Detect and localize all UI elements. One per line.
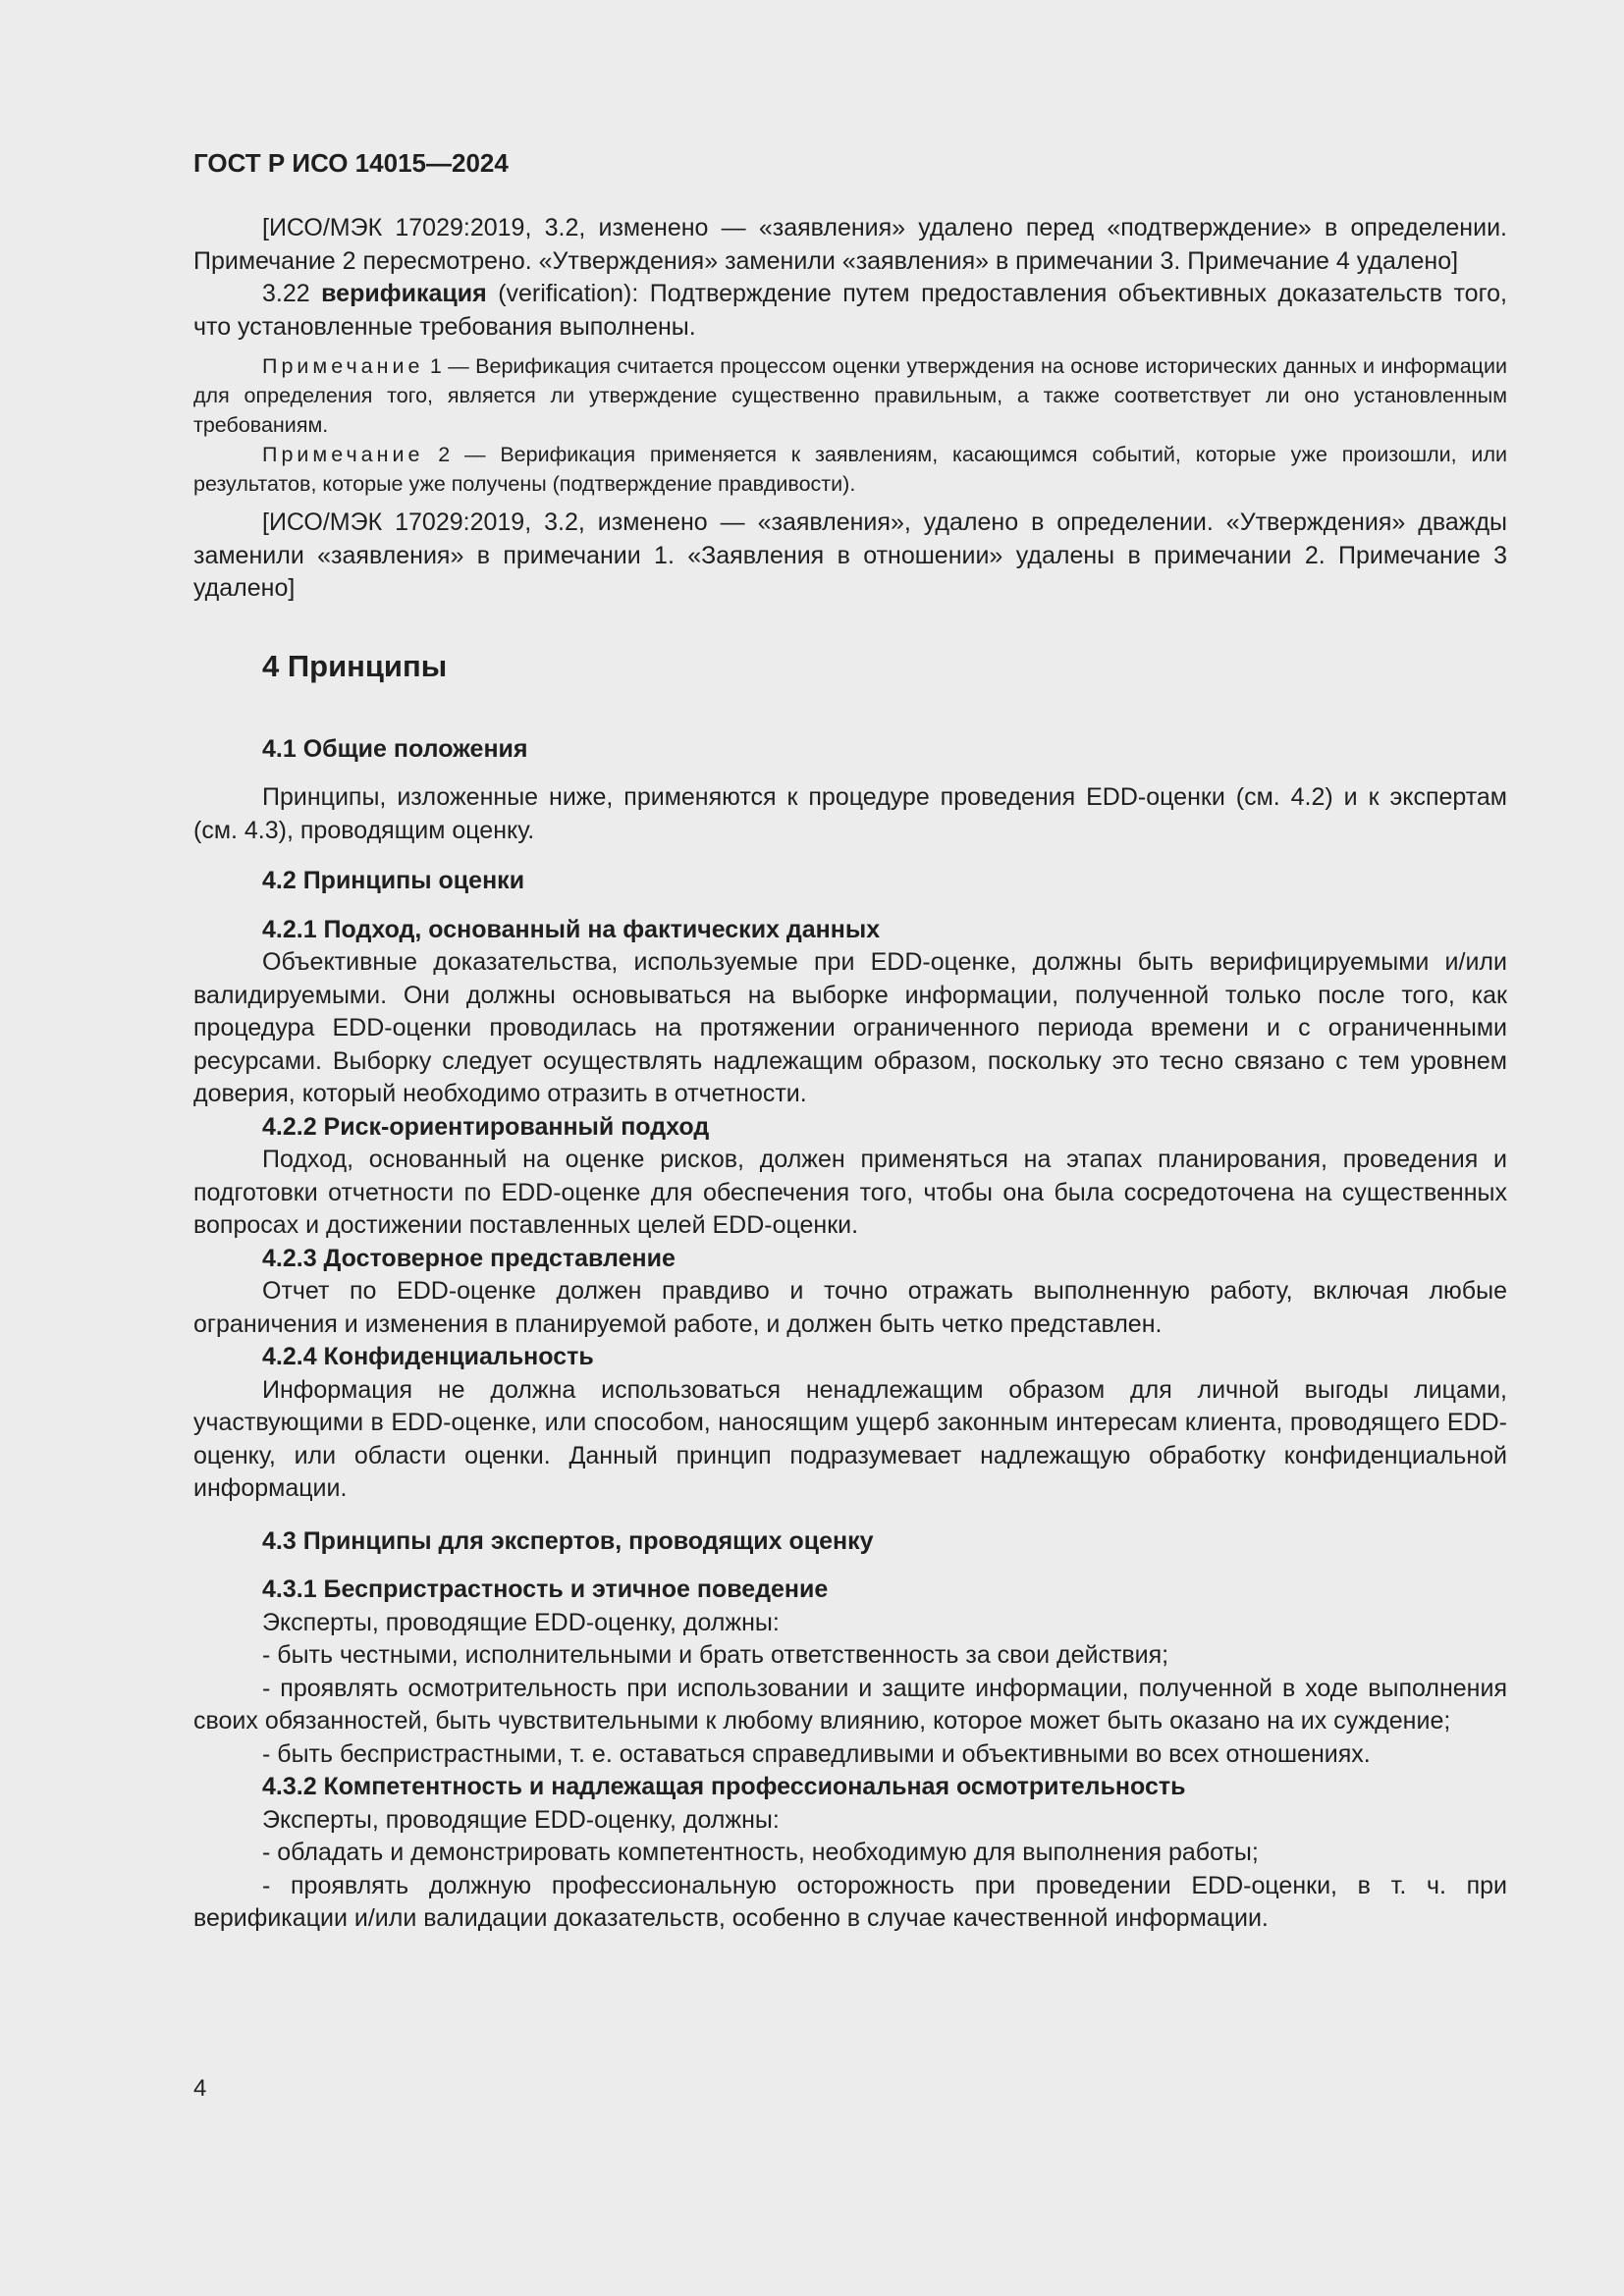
note-label: Примечание: [262, 354, 424, 378]
list-item: - обладать и демонстрировать компетентность, необходимую для выполнения работы;: [262, 1839, 1259, 1866]
page-number: 4: [193, 2075, 207, 2102]
section-title: 4 Принципы: [262, 648, 448, 683]
list-item: - проявлять осмотрительность при использовании и защите информации, полученной в ходе выполнения своих обязанностей, быть чувствительными к любому влиянию, которое может быть оказано на их суждение;: [193, 1674, 1507, 1735]
list-item: - быть честными, исполнительными и брать ответственность за свои действия;: [262, 1641, 1169, 1669]
reference-paragraph-2: [ИСО/МЭК 17029:2019, 3.2, изменено — «заявления», удалено в определении. «Утверждения» дважды заменили «заявления» в примечании 1. «Заявления в отношении» удалены в примечании 2. Примечание 3 удалено]: [193, 508, 1507, 602]
list-item: - быть беспристрастными, т. е. оставаться справедливыми и объективными во всех отношениях.: [262, 1739, 1371, 1768]
list-item: - проявлять должную профессиональную осторожность при проведении EDD-оценки, в т. ч. при верификации и/или валидации доказательств, особенно в случае качественной информации.: [193, 1871, 1507, 1932]
subsection-title: 4.2 Принципы оценки: [262, 867, 525, 894]
list-intro: Эксперты, проводящие EDD-оценку, должны:: [262, 1608, 780, 1636]
clause-title: 4.3.2 Компетентность и надлежащая профессиональная осмотрительность: [262, 1773, 1186, 1800]
clause-title: 4.3.1 Беспристрастность и этичное поведение: [262, 1575, 829, 1603]
term-number: 3.22: [262, 280, 322, 307]
subsection-title: 4.3 Принципы для экспертов, проводящих оценку: [262, 1526, 874, 1555]
note-text: 1 — Верификация считается процессом оценки утверждения на основе исторических данных и информации для определения того, является ли утверждение существенно правильным, а также соответствует ли оно установленным требованиям.: [193, 354, 1507, 437]
document-header: ГОСТ Р ИСО 14015—2024: [193, 148, 509, 178]
page-content: [193, 147, 1507, 1936]
term-name: верификация: [321, 280, 487, 307]
subsection-title: 4.1 Общие положения: [262, 734, 528, 763]
note-text: 2 — Верификация применяется к заявлениям, касающимся событий, которые уже произошли, или результатов, которые уже получены (подтверждение правдивости).: [193, 443, 1507, 496]
clause-title: 4.2.1 Подход, основанный на фактических данных: [262, 915, 881, 943]
note-label: Примечание: [262, 443, 424, 466]
paragraph: Объективные доказательства, используемые при EDD-оценке, должны быть верифицируемыми и/или валидируемыми. Они должны основываться на выборке информации, полученной только после того, как процедура EDD-оценки проводилась на протяжении ограниченного периода времени и с ограниченными ресурсами. Выборку следует осуществлять надлежащим образом, поскольку это тесно связано с тем уровнем доверия, который необходимо отразить в отчетности.: [193, 948, 1507, 1107]
note-2: [193, 440, 1507, 499]
paragraph: Отчет по EDD-оценке должен правдиво и точно отражать выполненную работу, включая любые ограничения и изменения в планируемой работе, и должен быть четко представлен.: [193, 1277, 1507, 1338]
term-text: (verification): Подтверждение путем предоставления объективных доказательств того, что установленные требования выполнены.: [193, 280, 1507, 341]
clause-title: 4.2.3 Достоверное представление: [262, 1244, 676, 1272]
note-1: [193, 351, 1507, 440]
reference-paragraph: [ИСО/МЭК 17029:2019, 3.2, изменено — «заявления» удалено перед «подтверждение» в определении. Примечание 2 пересмотрено. «Утверждения» заменили «заявления» в примечании 3. Примечание 4 удалено]: [193, 214, 1507, 275]
paragraph: Информация не должна использоваться ненадлежащим образом для личной выгоды лицами, участвующими в EDD-оценке, или способом, наносящим ущерб законным интересам клиента, проводящего EDD-оценку, или области оценки. Данный принцип подразумевает надлежащую обработку конфиденциальной информации.: [193, 1375, 1507, 1502]
paragraph: Принципы, изложенные ниже, применяются к процедуре проведения EDD-оценки (см. 4.2) и к экспертам (см. 4.3), проводящим оценку.: [193, 783, 1507, 844]
clause-title: 4.2.4 Конфиденциальность: [262, 1343, 594, 1370]
term-definition: [193, 278, 1507, 344]
clause-title: 4.2.2 Риск-ориентированный подход: [262, 1112, 710, 1141]
list-intro: Эксперты, проводящие EDD-оценку, должны:: [262, 1805, 780, 1834]
paragraph: Подход, основанный на оценке рисков, должен применяться на этапах планирования, проведения и подготовки отчетности по EDD-оценке для обеспечения того, чтобы она была сосредоточена на существенных вопросах и достижении поставленных целей EDD-оценки.: [193, 1146, 1507, 1239]
